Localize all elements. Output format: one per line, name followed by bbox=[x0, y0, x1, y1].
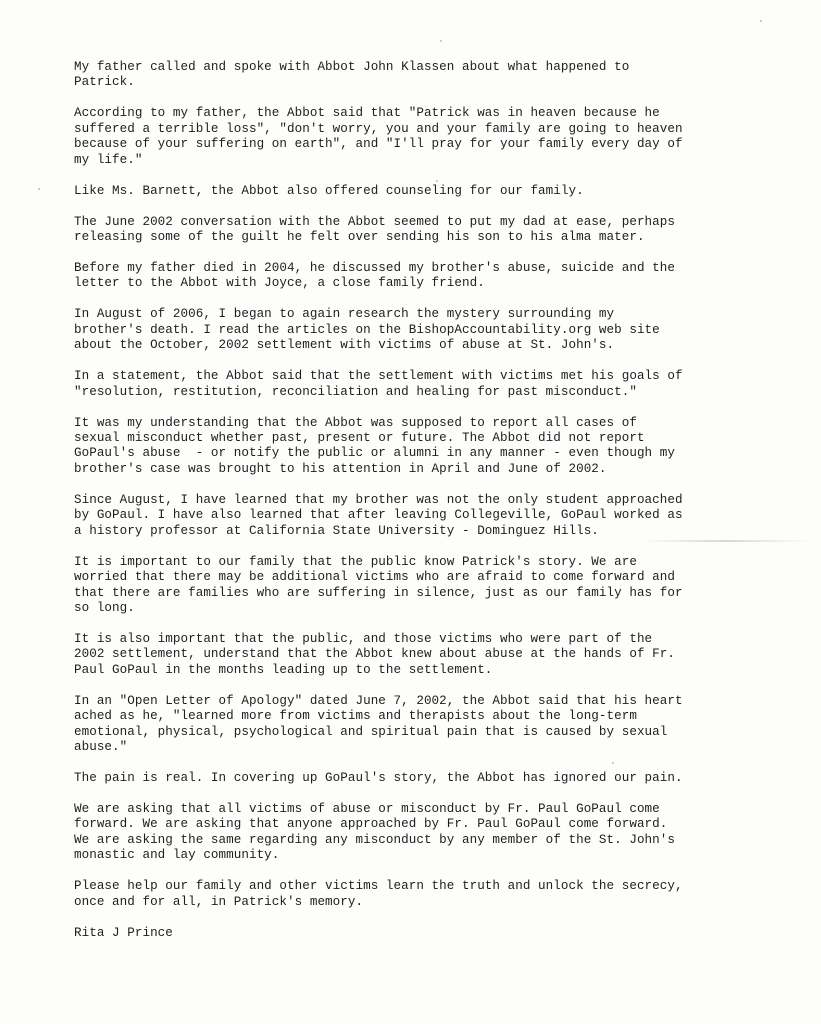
scan-speck bbox=[38, 188, 40, 190]
letter-paragraph: Since August, I have learned that my brother was not the only student approached by GoPaul. I have also learned that after leaving Collegeville, GoPaul worked as a history professor at California State University - Dominguez Hills. bbox=[74, 492, 683, 538]
scan-speck bbox=[440, 40, 442, 42]
letter-paragraph: Like Ms. Barnett, the Abbot also offered counseling for our family. bbox=[74, 183, 584, 198]
letter-paragraph: According to my father, the Abbot said that "Patrick was in heaven because he suffered a terrible loss", "don't worry, you and your family are going to heaven because of your suffering on earth", and "I'll pray for your family every day of my life." bbox=[74, 106, 683, 167]
letter-paragraph: It is important to our family that the public know Patrick's story. We are worried that there may be additional victims who are afraid to come forward and that there are families who are suffering in silence, just as our family has for so long. bbox=[74, 554, 683, 615]
letter-paragraph: Please help our family and other victims learn the truth and unlock the secrecy, once and for all, in Patrick's memory. bbox=[74, 879, 683, 909]
letter-paragraph: My father called and spoke with Abbot John Klassen about what happened to Patrick. bbox=[74, 60, 630, 90]
letter-paragraph: Before my father died in 2004, he discussed my brother's abuse, suicide and the letter to the Abbot with Joyce, a close family friend. bbox=[74, 261, 675, 291]
letter-body bbox=[74, 60, 774, 957]
letter-paragraph: It was my understanding that the Abbot was supposed to report all cases of sexual misconduct whether past, present or future. The Abbot did not report GoPaul's abuse - or notify the public or alumni in any manner - even though my brother's case was brought to his attention in April and June of 2002. bbox=[74, 415, 675, 476]
letter-paragraph: The June 2002 conversation with the Abbot seemed to put my dad at ease, perhaps releasing some of the guilt he felt over sending his son to his alma mater. bbox=[74, 214, 675, 245]
scan-speck bbox=[760, 20, 762, 22]
letter-paragraph: The pain is real. In covering up GoPaul's story, the Abbot has ignored our pain. bbox=[74, 770, 683, 785]
letter-paragraph: In an "Open Letter of Apology" dated June 7, 2002, the Abbot said that his heart ached as he, "learned more from victims and therapists about the long-term emotional, physical, psychological and spiritual pain that is caused by sexual abuse." bbox=[74, 693, 683, 754]
letter-paragraph: It is also important that the public, and those victims who were part of the 2002 settlement, understand that the Abbot knew about abuse at the hands of Fr. Paul GoPaul in the months leading up to the settlement. bbox=[74, 631, 675, 677]
letter-paragraph: In a statement, the Abbot said that the settlement with victims met his goals of "resolution, restitution, reconciliation and healing for past misconduct." bbox=[74, 369, 683, 399]
letter-paragraph: In August of 2006, I began to again research the mystery surrounding my brother's death. I read the articles on the BishopAccountability.org web site about the October, 2002 settlement with victims of abuse at St. John's. bbox=[74, 307, 660, 353]
signature: Rita J Prince bbox=[74, 925, 173, 940]
letter-paragraph: We are asking that all victims of abuse or misconduct by Fr. Paul GoPaul come forward. We are asking that anyone approached by Fr. Paul GoPaul come forward. We are asking the same regarding any misconduct by any member of the St. John's monastic and lay community. bbox=[74, 801, 675, 863]
